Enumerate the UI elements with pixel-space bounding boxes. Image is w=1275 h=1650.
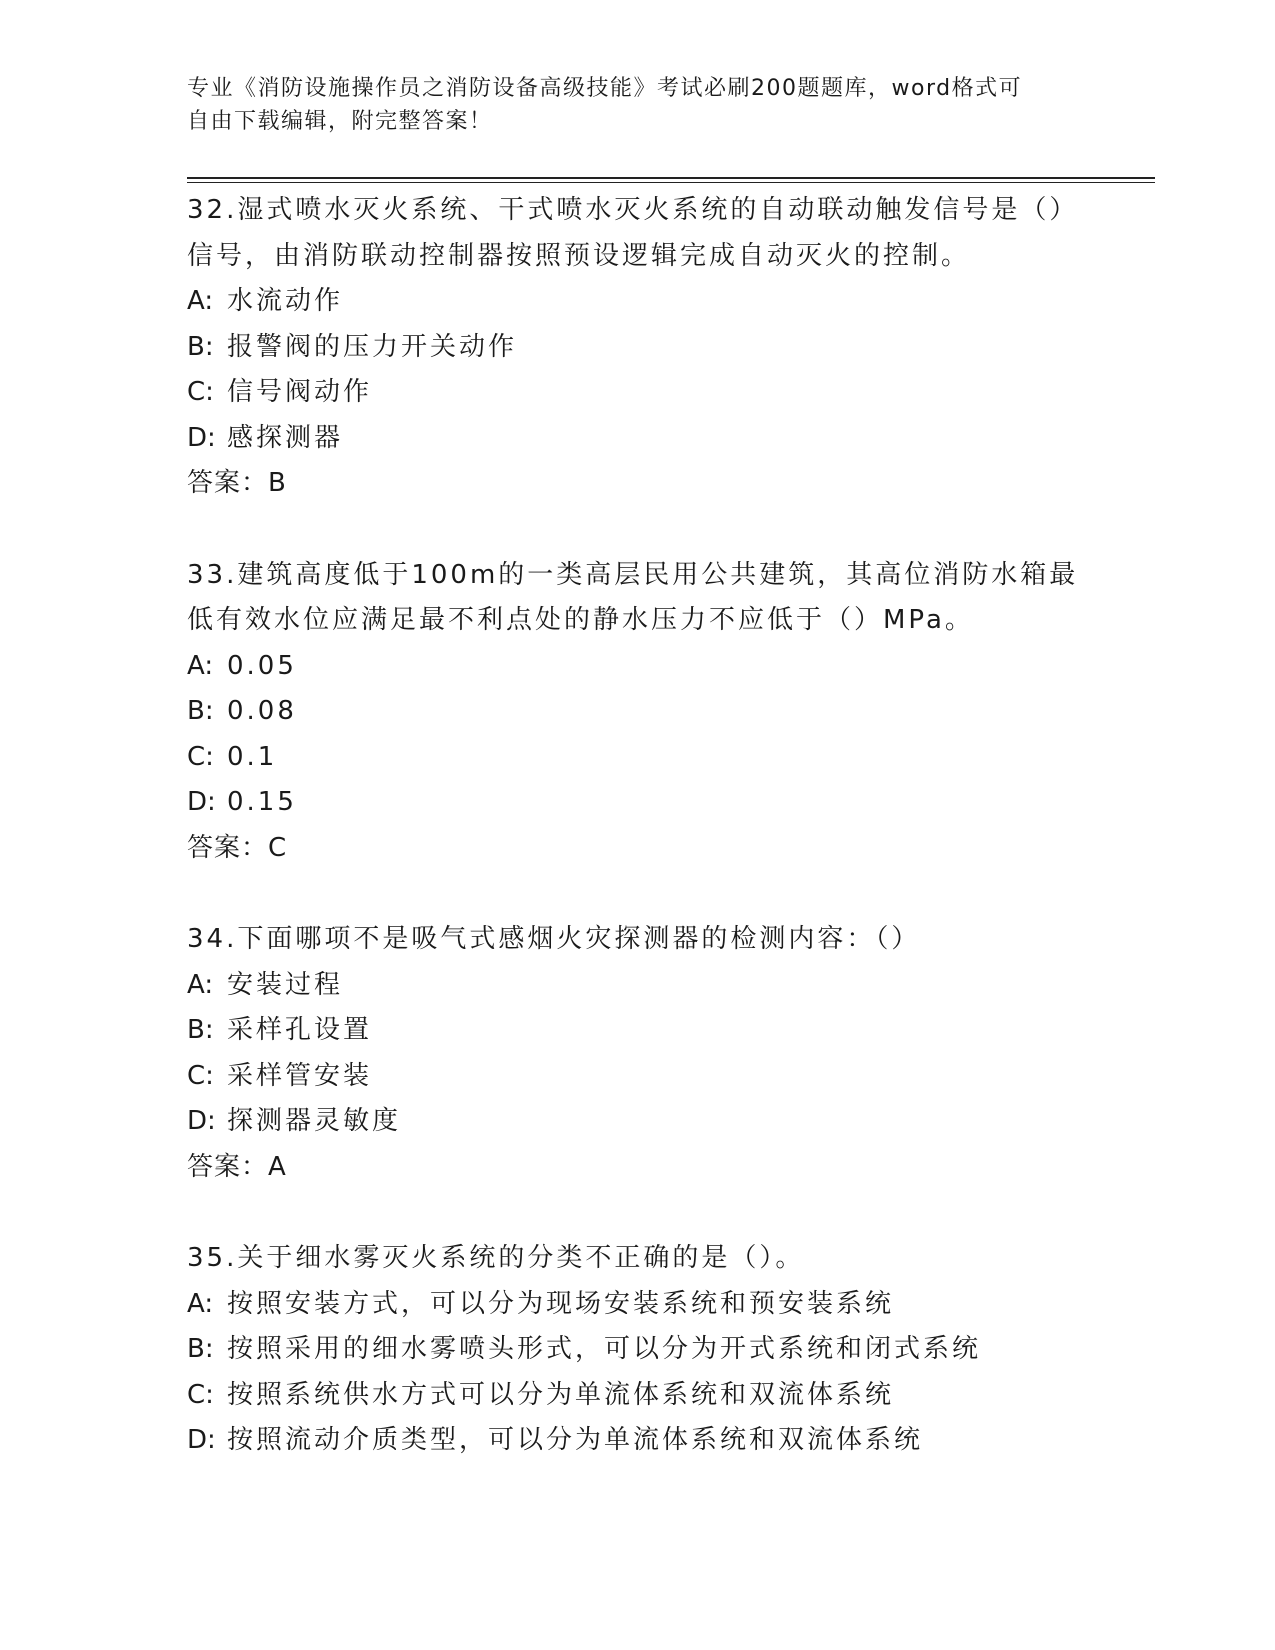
option-letter: C: <box>187 741 214 772</box>
question-stem <box>187 917 1087 963</box>
question-35 <box>187 1236 1087 1464</box>
option-c <box>187 370 1087 416</box>
option-letter: B: <box>187 696 214 726</box>
question-33 <box>187 553 1087 872</box>
option-d <box>187 1418 1087 1464</box>
option-c <box>187 735 1087 781</box>
option-letter: B: <box>187 1015 214 1045</box>
question-32 <box>187 188 1087 507</box>
option-letter: D: <box>187 1425 216 1455</box>
option-letter: A: <box>187 969 214 1000</box>
option-text: 安装过程 <box>227 969 344 1000</box>
option-letter: D: <box>187 1106 216 1136</box>
option-text: 0.05 <box>227 650 297 681</box>
option-d <box>187 780 1087 826</box>
question-stem-line-2: 信号，由消防联动控制器按照预设逻辑完成自动灭火的控制。 <box>187 240 971 271</box>
option-letter: C: <box>187 377 214 407</box>
option-b <box>187 689 1087 735</box>
question-stem-line-1: 33.建筑高度低于100m的一类高层民用公共建筑，其高位消防水箱最 <box>187 559 1079 590</box>
option-text: 水流动作 <box>227 286 344 316</box>
answer-line: 答案：C <box>187 832 288 863</box>
option-b <box>187 1008 1087 1054</box>
option-letter: A: <box>187 286 214 316</box>
document-header <box>187 72 1087 138</box>
option-d <box>187 1099 1087 1145</box>
question-stem-line-1: 34.下面哪项不是吸气式感烟火灾探测器的检测内容：（） <box>187 924 921 954</box>
question-stem-line-1: 35.关于细水雾灭火系统的分类不正确的是（）。 <box>187 1243 805 1273</box>
option-a <box>187 1282 1087 1328</box>
question-34 <box>187 917 1087 1190</box>
answer-line: 答案：A <box>187 1151 287 1182</box>
header-line-2: 自由下载编辑，附完整答案！ <box>187 109 493 134</box>
header-divider-thin <box>187 182 1155 183</box>
option-text: 信号阀动作 <box>227 377 373 407</box>
option-letter: B: <box>187 331 214 362</box>
option-a <box>187 279 1087 325</box>
option-b <box>187 325 1087 371</box>
option-text: 报警阀的压力开关动作 <box>227 331 518 362</box>
question-stem <box>187 1236 1087 1282</box>
option-letter: D: <box>187 787 216 817</box>
option-letter: C: <box>187 1060 214 1091</box>
option-c <box>187 1054 1087 1100</box>
option-a <box>187 963 1087 1009</box>
option-text: 感探测器 <box>227 422 344 453</box>
header-line-1: 专业《消防设施操作员之消防设备高级技能》考试必刷200题题库，word格式可 <box>187 76 1023 101</box>
option-b <box>187 1327 1087 1373</box>
option-a <box>187 644 1087 690</box>
question-list <box>187 188 1087 1510</box>
option-d <box>187 416 1087 462</box>
option-text: 采样孔设置 <box>227 1015 373 1045</box>
option-letter: C: <box>187 1379 214 1410</box>
option-text: 按照安装方式，可以分为现场安装系统和预安装系统 <box>227 1288 895 1319</box>
option-text: 探测器灵敏度 <box>227 1106 402 1136</box>
header-divider-thick <box>187 177 1155 179</box>
question-stem-line-1: 32.湿式喷水灭火系统、干式喷水灭火系统的自动联动触发信号是（） <box>187 195 1079 225</box>
option-letter: B: <box>187 1334 214 1364</box>
question-stem-line-2: 低有效水位应满足最不利点处的静水压力不应低于（）MPa。 <box>187 605 974 635</box>
question-stem <box>187 553 1087 644</box>
option-letter: A: <box>187 650 214 681</box>
option-text: 按照采用的细水雾喷头形式，可以分为开式系统和闭式系统 <box>227 1334 982 1364</box>
option-text: 0.08 <box>227 696 297 726</box>
option-letter: D: <box>187 422 216 453</box>
option-letter: A: <box>187 1288 214 1319</box>
option-text: 按照流动介质类型，可以分为单流体系统和双流体系统 <box>227 1425 924 1455</box>
option-text: 0.1 <box>227 741 278 772</box>
option-text: 0.15 <box>227 787 297 817</box>
option-text: 按照系统供水方式可以分为单流体系统和双流体系统 <box>227 1379 895 1410</box>
answer-line: 答案：B <box>187 468 287 498</box>
option-text: 采样管安装 <box>227 1060 373 1091</box>
option-c <box>187 1373 1087 1419</box>
question-stem <box>187 188 1087 279</box>
